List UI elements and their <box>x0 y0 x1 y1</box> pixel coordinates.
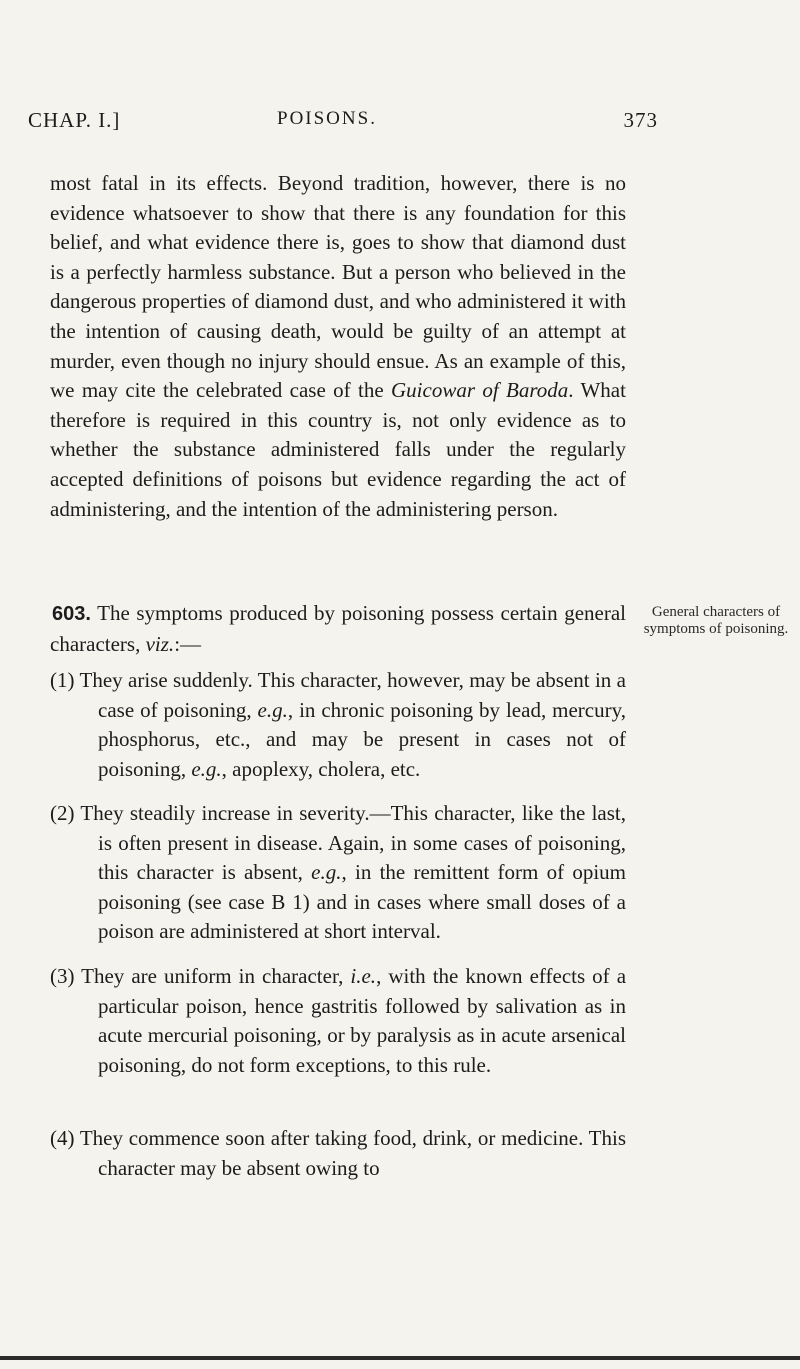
body-paragraph: most fatal in its effects. Beyond tradition, however, there is no evidence whatsoever to show that there is any foundation for this belief, and what evidence there is, goes to show that diamond dust is a perfectly harmless substance. But a person who believed in the dangerous properties of diamond dust, and who administered it with the intention of causing death, would be guilty of an attempt at murder, even though no injury should ensue. As an example of this, we may cite the celebrated case of the Guicowar of Baroda. What therefore is required in this country is, not only evidence as to whether the substance administered falls under the regularly accepted definitions of poisons but evidence regarding the act of administering, and the intention of the administering person. <box>50 171 626 521</box>
list-marker: (2) <box>50 801 75 825</box>
list-marker: (4) <box>50 1126 75 1150</box>
section-603-text: The symptoms produced by poisoning possess certain general characters, viz.:— <box>50 601 626 656</box>
running-title: POISONS. <box>277 108 377 129</box>
list-item <box>50 962 626 1080</box>
list-item <box>50 666 626 784</box>
chapter-label: CHAP. I.] <box>28 108 121 132</box>
running-header <box>28 108 658 138</box>
list-text: They commence soon after taking food, drink, or medicine. This character may be absent owing to <box>79 1126 626 1180</box>
list-text: They arise suddenly. This character, however, may be absent in a case of poisoning, e.g., in chronic poisoning by lead, mercury, phosphorus, etc., and may be present in cases not of poisoning, e.g., apoplexy, cholera, etc. <box>79 668 626 781</box>
list-text: They are uniform in character, i.e., with the known effects of a particular poison, hence gastritis followed by salivation as in acute mercurial poisoning, or by paralysis as in acute arsenical poisoning, do not form exceptions, to this rule. <box>81 964 627 1077</box>
bottom-edge-rule <box>0 1356 800 1360</box>
list-marker: (1) <box>50 668 75 692</box>
margin-note: General characters of symptoms of poisoning. <box>643 604 789 637</box>
list-marker: (3) <box>50 964 75 988</box>
list-text: They steadily increase in severity.—This character, like the last, is often present in disease. Again, in some cases of poisoning, this character is absent, e.g., in the remittent form of opium poisoning (see case B 1) and in cases where small doses of a poison are administered at short interval. <box>80 801 627 944</box>
list-item <box>50 1124 626 1183</box>
section-603-paragraph <box>50 599 626 659</box>
list-item <box>50 799 626 947</box>
section-number: 603. <box>52 603 91 625</box>
page-number: 373 <box>623 108 658 132</box>
